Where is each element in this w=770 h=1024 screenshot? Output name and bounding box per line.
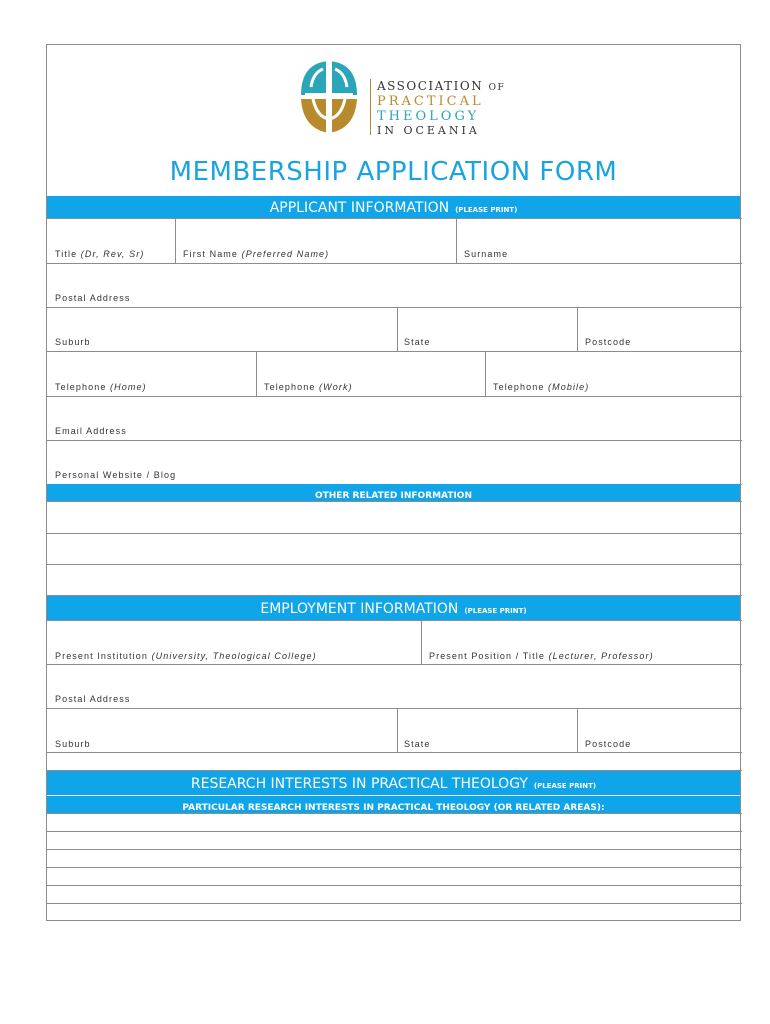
telephone-work-label: Telephone (Work): [264, 382, 353, 392]
postal-address-label: Postal Address: [55, 293, 131, 303]
position-label: Present Position / Title (Lecturer, Professor): [429, 651, 654, 661]
org-name-line2: PRACTICAL: [377, 94, 484, 109]
other-info-heading: OTHER RELATED INFORMATION: [314, 491, 472, 501]
logo-emblem-icon: [293, 57, 365, 137]
other-info-header: [47, 484, 740, 501]
state-label: State: [404, 337, 431, 347]
research-line-2[interactable]: [47, 832, 740, 849]
logo: [293, 57, 506, 137]
membership-form: [46, 44, 741, 921]
research-line-3[interactable]: [47, 850, 740, 867]
suburb-field[interactable]: [47, 308, 397, 351]
other-info-line-2[interactable]: [47, 534, 740, 564]
postcode-label: Postcode: [585, 337, 632, 347]
research-subheading: PARTICULAR RESEARCH INTERESTS IN PRACTICAL THEOLOGY (OR RELATED AREAS):: [182, 803, 605, 813]
surname-label: Surname: [464, 249, 509, 259]
suburb-label: Suburb: [55, 337, 91, 347]
research-subheader: [47, 796, 740, 813]
research-line-4[interactable]: [47, 868, 740, 885]
employment-postcode-label: Postcode: [585, 739, 632, 749]
email-label: Email Address: [55, 426, 127, 436]
applicant-heading: APPLICANT INFORMATION: [269, 200, 450, 216]
other-info-line-3[interactable]: [47, 565, 740, 595]
org-name-line1: [377, 79, 505, 93]
title-label: Title (Dr, Rev, Sr): [55, 249, 145, 259]
first-name-label: First Name (Preferred Name): [183, 249, 330, 259]
org-name-of: OF: [488, 83, 506, 93]
employment-postal-field[interactable]: [47, 665, 740, 708]
research-heading-note: (PLEASE PRINT): [533, 782, 597, 790]
employment-heading: EMPLOYMENT INFORMATION: [260, 601, 459, 617]
postal-address-field[interactable]: [47, 264, 740, 307]
telephone-mobile-label: Telephone (Mobile): [493, 382, 590, 392]
form-title: MEMBERSHIP APPLICATION FORM: [169, 157, 618, 187]
research-heading: RESEARCH INTERESTS IN PRACTICAL THEOLOGY: [190, 776, 528, 792]
org-name-line4: IN OCEANIA: [377, 124, 480, 137]
employment-postal-label: Postal Address: [55, 694, 131, 704]
research-line-6[interactable]: [47, 904, 740, 920]
employment-state-label: State: [404, 739, 431, 749]
employment-heading-note: (PLEASE PRINT): [464, 607, 527, 615]
website-label: Personal Website / Blog: [55, 470, 177, 480]
other-info-line-1[interactable]: [47, 502, 740, 533]
research-section-header: [47, 771, 740, 795]
applicant-heading-note: (PLEASE PRINT): [455, 206, 518, 214]
employment-section-header: [47, 596, 740, 620]
applicant-section-header: [47, 196, 740, 218]
employment-suburb-field[interactable]: [47, 709, 397, 752]
research-line-5[interactable]: [47, 886, 740, 903]
org-name-line3: THEOLOGY: [377, 109, 480, 124]
institution-label: Present Institution (University, Theological College): [55, 651, 317, 661]
org-name-association: ASSOCIATION: [377, 79, 484, 93]
telephone-home-label: Telephone (Home): [55, 382, 147, 392]
logo-divider: [370, 79, 371, 135]
employment-suburb-label: Suburb: [55, 739, 91, 749]
research-line-1[interactable]: [47, 814, 740, 831]
email-field[interactable]: [47, 397, 740, 440]
